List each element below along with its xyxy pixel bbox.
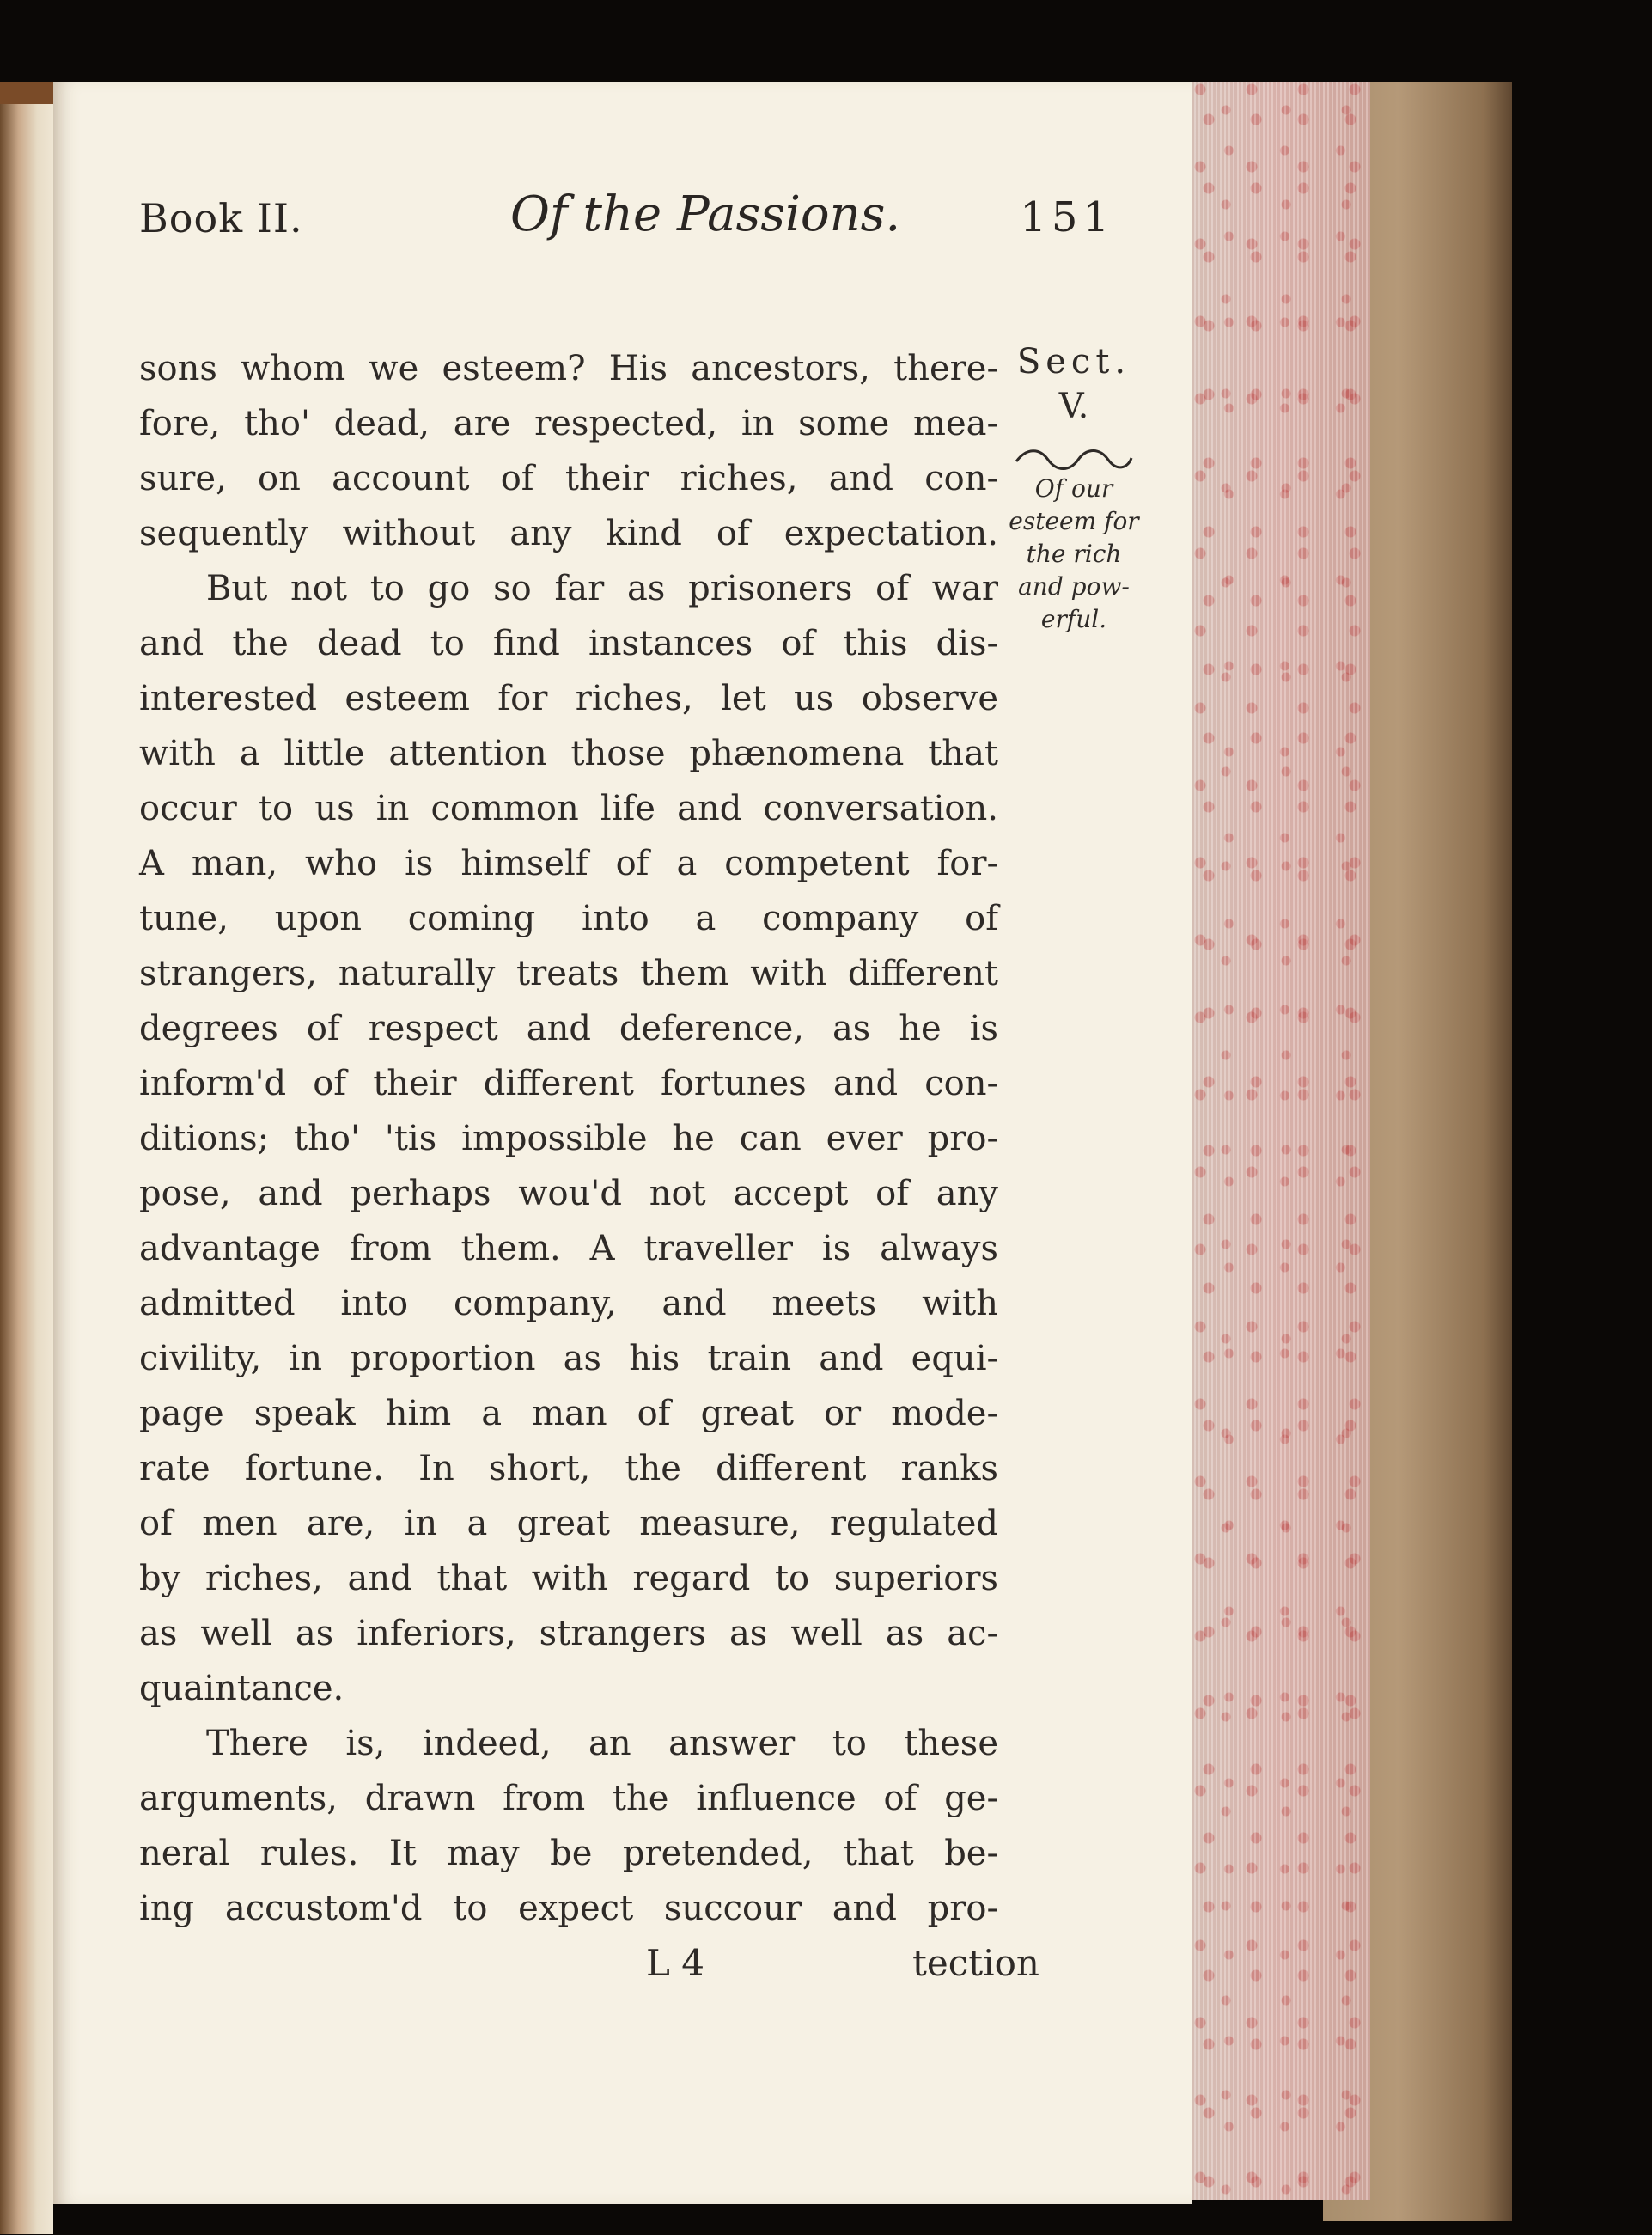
section-number: V. [1058, 387, 1089, 426]
note-line: erful. [1040, 605, 1107, 633]
signature-mark: L 4 [646, 1942, 704, 1984]
text-line: rate fortune. In short, the different ranks [139, 1449, 998, 1488]
text-line: ditions; tho' 'tis impossible he can ever pro- [139, 1119, 998, 1158]
text-line: page speak him a man of great or mode- [139, 1394, 998, 1433]
text-line: But not to go so far as prisoners of war [206, 569, 998, 608]
text-line: arguments, drawn from the influence of ge- [139, 1779, 998, 1818]
text-line: A man, who is himself of a competent for- [139, 844, 998, 883]
text-line: and the dead to find instances of this dis- [139, 624, 998, 663]
flourish-ornament [1001, 443, 1147, 477]
text-line: fore, tho' dead, are respected, in some mea- [139, 404, 998, 443]
text-line: inform'd of their different fortunes and con- [139, 1064, 998, 1103]
text-line: sequently without any kind of expectation. [139, 514, 998, 553]
text-line: pose, and perhaps wou'd not accept of any [139, 1174, 998, 1213]
marginal-note [1001, 473, 1147, 636]
section-label: Sect. [1016, 342, 1131, 382]
header-title: Of the Passions. [510, 186, 901, 242]
page-number: 151 [1020, 193, 1114, 241]
page-fore-edge [1190, 82, 1370, 2200]
text-line: ing accustom'd to expect succour and pro- [139, 1889, 998, 1928]
text-line: of men are, in a great measure, regulated [139, 1504, 998, 1543]
text-line: interested esteem for riches, let us observe [139, 679, 998, 718]
note-line: Of our [1034, 474, 1113, 503]
text-line: quaintance. [139, 1669, 344, 1708]
book-page [53, 82, 1192, 2204]
text-line: civility, in proportion as his train and equi- [139, 1339, 998, 1378]
header-book: Book II. [139, 195, 303, 241]
text-line: strangers, naturally treats them with different [139, 954, 998, 993]
text-line: admitted into company, and meets with [139, 1284, 998, 1323]
text-line: occur to us in common life and conversation. [139, 789, 998, 828]
note-line: the rich [1026, 540, 1122, 568]
catchword: tection [912, 1942, 1039, 1984]
text-line: sons whom we esteem? His ancestors, there- [139, 349, 998, 388]
note-line: and pow- [1018, 572, 1130, 601]
binding-edge [0, 82, 60, 104]
running-header [139, 186, 1114, 255]
text-line: with a little attention those phænomena that [139, 734, 998, 773]
previous-page-edge [0, 82, 53, 2234]
text-line: neral rules. It may be pretended, that be- [139, 1834, 998, 1873]
note-line: esteem for [1009, 507, 1139, 535]
text-line: degrees of respect and deference, as he is [139, 1009, 998, 1048]
text-line: sure, on account of their riches, and con- [139, 459, 998, 498]
text-line: tune, upon coming into a company of [139, 899, 998, 938]
text-line: There is, indeed, an answer to these [206, 1724, 998, 1763]
text-line: as well as inferiors, strangers as well as ac- [139, 1614, 998, 1653]
text-line: by riches, and that with regard to superiors [139, 1559, 998, 1598]
text-line: advantage from them. A traveller is always [139, 1229, 998, 1268]
